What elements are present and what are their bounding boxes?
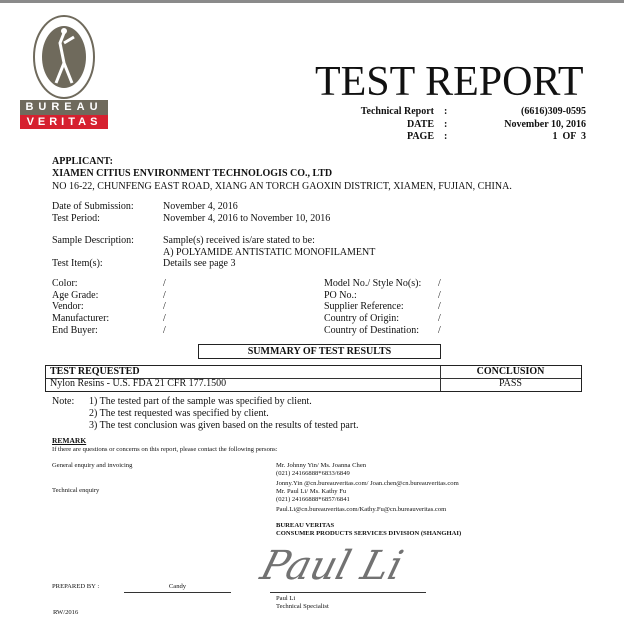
bureau-veritas-logo (20, 13, 108, 131)
field-label: Supplier Reference: (324, 301, 404, 312)
note-item: 1) The tested part of the sample was specified by client. (89, 396, 312, 407)
colon: : (444, 131, 448, 142)
colon: : (444, 119, 448, 130)
field-value: / (163, 290, 166, 301)
prepared-name: Candy (168, 583, 187, 590)
contact-email: Paul.Li@cn.bureauveritas.com/Kathy.Fu@cn.bureauveritas.com (276, 506, 447, 513)
field-label: Country of Origin: (324, 313, 399, 324)
field-value: / (438, 278, 441, 289)
field-value: / (163, 301, 166, 312)
meta-label-date: DATE (406, 119, 434, 130)
field-label: Color: (52, 278, 78, 289)
test-period: November 4, 2016 to November 10, 2016 (163, 213, 331, 224)
signature: Paul Li (255, 543, 408, 589)
field-value: / (163, 325, 166, 336)
contact-line: Mr. Johnny Yin/ Ms. Joanna Chen (276, 462, 367, 469)
footer-code: RW/2016 (53, 609, 79, 616)
note-item: 3) The test conclusion was given based on the results of tested part. (89, 420, 359, 431)
report-title: TEST REPORT (315, 59, 584, 105)
field-label: Vendor: (52, 301, 84, 312)
colon: : (444, 106, 448, 117)
result-conclusion: PASS (499, 378, 522, 389)
general-enquiry-label: General enquiry and invoicing (52, 462, 133, 469)
division-line1: BUREAU VERITAS (276, 522, 335, 529)
contact-line: (021) 24166888*6833/6849 (276, 470, 350, 477)
contact-email: Jonny.Yin @cn.bureauveritas.com/ Joan.chen@cn.bureauveritas.com (276, 480, 459, 487)
period-label: Test Period: (52, 213, 100, 224)
summary-title: SUMMARY OF TEST RESULTS (198, 344, 441, 359)
signer-title: Technical Specialist (276, 603, 329, 610)
sample-line2: A) POLYAMIDE ANTISTATIC MONOFILAMENT (163, 247, 376, 258)
remark-intro: If there are questions or concerns on this report, please contact the following persons: (52, 446, 278, 453)
field-value: / (163, 278, 166, 289)
field-label: Manufacturer: (52, 313, 110, 324)
field-value: / (163, 313, 166, 324)
meta-label-report: Technical Report (360, 106, 434, 117)
field-label: PO No.: (324, 290, 357, 301)
page-number: 1 OF 3 (552, 131, 586, 142)
submission-date: November 4, 2016 (163, 201, 238, 212)
meta-label-page: PAGE (406, 131, 434, 142)
applicant-name: XIAMEN CITIUS ENVIRONMENT TECHNOLOGIS CO., LTD (52, 168, 333, 179)
logo-emblem-icon (20, 13, 108, 105)
sample-label: Sample Description: (52, 235, 134, 246)
items-value: Details see page 3 (163, 258, 236, 269)
contact-line: (021) 24166888*6857/6841 (276, 496, 350, 503)
field-value: / (438, 313, 441, 324)
applicant-heading: APPLICANT: (52, 156, 113, 167)
field-value: / (438, 325, 441, 336)
field-label: Model No./ Style No(s): (324, 278, 422, 289)
items-label: Test Item(s): (52, 258, 103, 269)
division-line2: CONSUMER PRODUCTS SERVICES DIVISION (SHANGHAI) (276, 530, 462, 537)
note-label: Note: (52, 396, 75, 407)
logo-veritas: VERITAS (20, 115, 108, 129)
field-label: Country of Destination: (324, 325, 419, 336)
result-test: Nylon Resins - U.S. FDA 21 CFR 177.1500 (50, 378, 227, 389)
col-test-requested: TEST REQUESTED (50, 366, 140, 377)
field-label: Age Grade: (52, 290, 99, 301)
note-item: 2) The test requested was specified by client. (89, 408, 269, 419)
contact-line: Mr. Paul Li/ Ms. Kathy Fu (276, 488, 347, 495)
signer-name: Paul Li (276, 595, 296, 602)
remark-heading: REMARK (52, 436, 87, 445)
prepared-label: PREPARED BY : (52, 583, 100, 590)
col-conclusion: CONCLUSION (476, 366, 545, 377)
report-number: (6616)309-0595 (521, 106, 586, 117)
report-date: November 10, 2016 (504, 119, 586, 130)
field-label: End Buyer: (52, 325, 98, 336)
submission-label: Date of Submission: (52, 201, 134, 212)
technical-enquiry-label: Technical enquiry (52, 487, 100, 494)
field-value: / (438, 301, 441, 312)
results-table (45, 365, 582, 392)
applicant-address: NO 16-22, CHUNFENG EAST ROAD, XIANG AN TORCH GAOXIN DISTRICT, XIAMEN, FUJIAN, CHINA. (52, 181, 512, 192)
sample-line1: Sample(s) received is/are stated to be: (163, 235, 315, 246)
field-value: / (438, 290, 441, 301)
logo-bureau: BUREAU (20, 100, 108, 115)
